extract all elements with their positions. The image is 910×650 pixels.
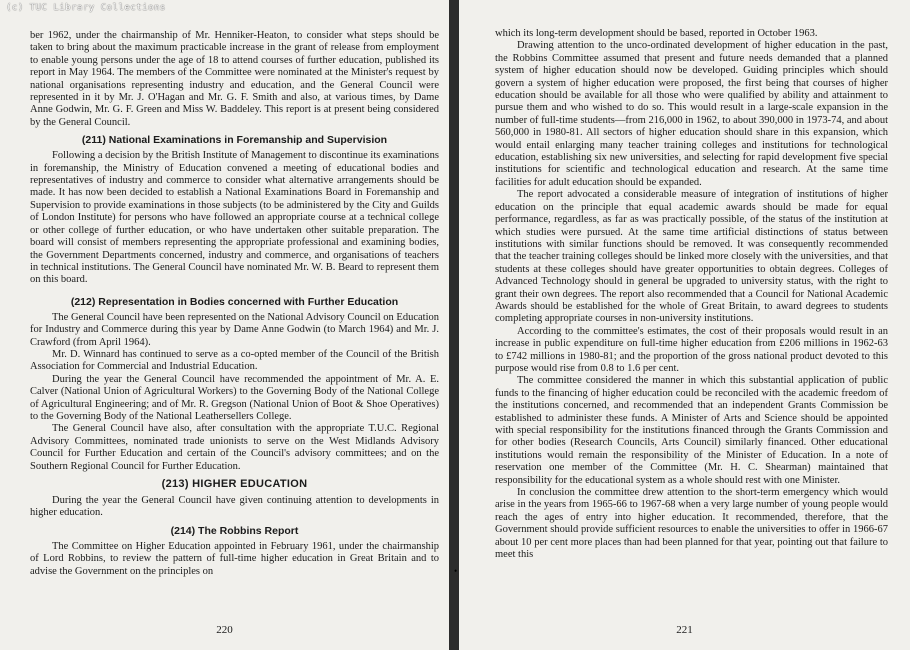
section-211-paragraph: Following a decision by the British Institute of Management to discontinue its examinations in foremanship, the Ministry of Education convened a meeting of educational bodies and representatives of industry and commerce to consider what alternative arrangements should be made. It has now been decided to establish a National Examinations Board in Foremanship and Supervision to provide examinations in those subjects (to be administered by the City and Guilds of London Institute) for persons who have followed an appropriate course at a technical college or other college of further education, or who have undertaken other suitable preparation. The board will consist of members representing the appropriate professional and examining bodies, the Government Departments concerned, industry and commerce, and organisations of teachers in technical institutions. The General Council have nominated Mr. W. B. Beard to represent them on this board.	[30, 150, 439, 286]
section-214-paragraph: The Committee on Higher Education appointed in February 1961, under the chairmanship of Lord Robbins, to review the pattern of full-time higher education in Great Britain and to advise the Government on the principles on	[30, 540, 439, 577]
body-paragraph: In conclusion the committee drew attention to the short-term emergency which would arise in the years from 1965-66 to 1967-68 when a very large number of young people would reach the ages of entry into higher education. It recommended, therefore, that the Government should provide sufficient resources to enable the universities to offer in 1966-67 about 10 per cent more places than had been planned for that year, pointing out that failure to meet this	[495, 487, 888, 561]
section-214-heading: (214) The Robbins Report	[170, 524, 299, 537]
body-paragraph: The committee considered the manner in which this substantial application of public funds to the financing of higher education could be reconciled with the academic freedom of the institutions concerned, and recommended that an independent Grants Commission be established to administer these funds. A Minister of Arts and Science should be appointed with special responsibility for the institutions financed through the Grants Commission and for other bodies (Research Councils, Arts Council) similarly financed. Other educational institutions would remain the responsibility of the Minister of Education. In a note of reservation one member of the Committee (Mr. H. C. Shearman) maintained that responsibility for the educational system as a whole should rest with one Minister.	[495, 375, 888, 486]
section-212-paragraph: The General Council have been represented on the National Advisory Council on Education for Industry and Commerce during this year by Dame Anne Godwin (to March 1964) and Mr. J. Crawford (from April 1964).	[30, 311, 439, 348]
left-page	[0, 0, 449, 650]
body-paragraph: which its long-term development should be based, reported in October 1963.	[495, 28, 818, 39]
page-number: 220	[216, 624, 233, 636]
section-212-paragraph: Mr. D. Winnard has continued to serve as a co-opted member of the Council of the British Association for Commercial and Industrial Education.	[30, 348, 439, 373]
section-213-paragraph: During the year the General Council have given continuing attention to developments in higher education.	[30, 495, 439, 519]
spine-marker: •	[454, 566, 458, 576]
section-212-paragraph: The General Council have also, after consultation with the appropriate T.U.C. Regional Advisory Committees, nominated trade unionists to serve on the West Midlands Advisory Council for Further Education and certain of the Council's advisory committees; and on the Southern Regional Council for Further Education.	[30, 423, 439, 472]
intro-paragraph: ber 1962, under the chairmanship of Mr. Henniker-Heaton, to consider what steps should be taken to bring about the maximum practicable increase in the grant of release from employment to enable young persons under the age of 18 to attend courses of further education, published its report in May 1964. The members of the Committee were nominated at the Minister's request by national organisations representing industry and education, and the General Council were represented in it by Mr. J. O'Hagan and Mr. G. F. Smith and also, at various times, by Dame Anne Godwin, Mr. G. F. Green and Miss W. Baddeley. This report is at present being considered by the General Council.	[30, 30, 439, 128]
body-paragraph: According to the committee's estimates, the cost of their proposals would result in an increase in public expenditure on full-time higher education from £206 millions in 1962-63 to £742 millions in 1980-81; and the proportion of the gross national product devoted to this purpose would rise from 0.8 to 1.6 per cent.	[495, 325, 888, 374]
library-watermark: (c) TUC Library Collections	[6, 3, 166, 13]
section-211-heading: (211) National Examinations in Foremanship and Supervision	[81, 134, 388, 147]
book-spine	[449, 0, 459, 650]
body-paragraph: The report advocated a considerable measure of integration of institutions of higher education on the principle that equal academic awards should be made for equal performance, regardless, as far as was practically possible, of the status of the institution at which studies were pursued. At the same time artificial distinctions of status between institutions with similar functions should be removed. It was consequently recommended that the teacher training colleges should be linked more closely with the universities, and that students at these colleges should have greater opportunities to obtain degrees. Colleges of Advanced Technology should in general be upgraded to university status, with the right to grant their own degrees. The report also recommended that a Council for National Academic Awards should be established for the whole of Great Britain, to award degrees to students completing appropriate courses in non-university institutions.	[495, 189, 888, 325]
section-212-paragraph: During the year the General Council have recommended the appointment of Mr. A. E. Calver (National Union of Agricultural Workers) to the Governing Body of the National College of Agricultural Engineering; and of Mr. R. Gregson (National Union of Boot & Shoe Operatives) to the Governing Body of the National Leathersellers College.	[30, 373, 439, 422]
page-number: 221	[676, 624, 693, 636]
section-212-heading: (212) Representation in Bodies concerned with Further Education	[70, 295, 399, 308]
body-paragraph: Drawing attention to the unco-ordinated development of higher education in the past, the Robbins Committee assumed that present and future needs demanded that a planned system of higher education should now be developed. Guiding principles which should govern a system of higher education were proposed, the first being that courses of higher education should be available for all those who were qualified by ability and attainment to pursue them and who wished to do so. This would result in a large-scale expansion in the number of full-time students—from 216,000 in 1962, to about 390,000 in 1973-74, and about 560,000 in 1980-81. All sectors of higher education should share in this expansion, which would entail enlarging many teacher training colleges and institutions for technological education, establishing six new universities, and selecting for rapid development five special institutions for scientific and technological education and research. At the same time facilities for adult education should be expanded.	[495, 40, 888, 188]
section-213-heading: (213) HIGHER EDUCATION	[161, 478, 308, 490]
right-page	[459, 0, 910, 650]
